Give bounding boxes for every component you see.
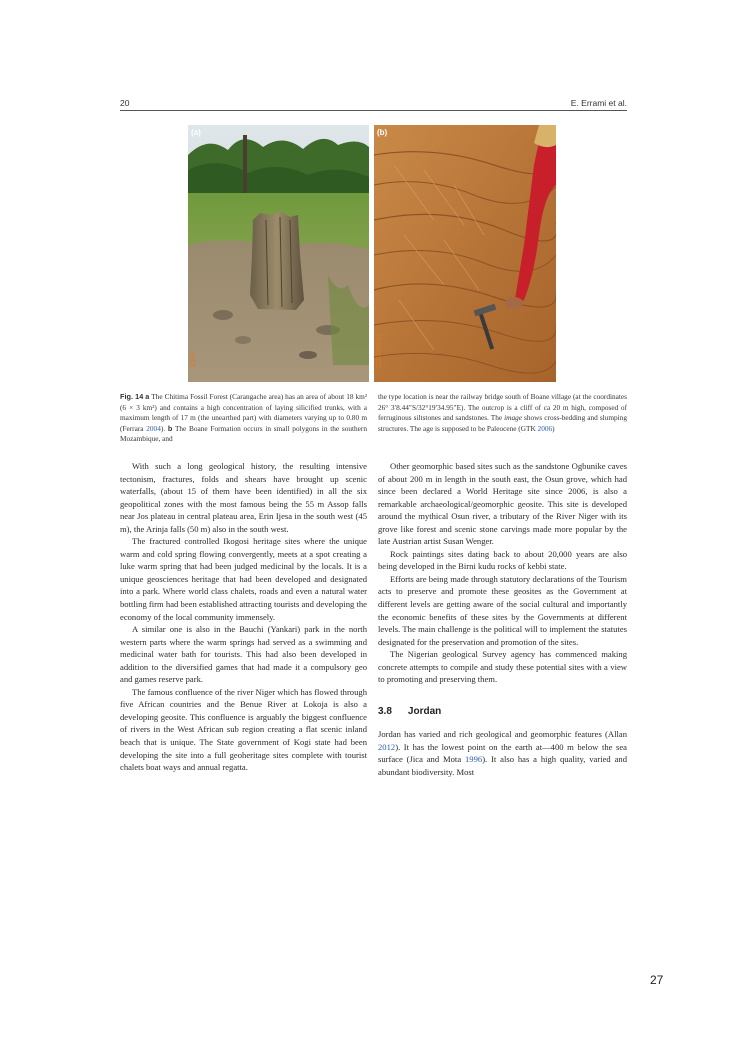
figure-14b-photo [374, 125, 556, 382]
body-column-left [120, 460, 367, 774]
caption-text-a: The Chitima Fossil Forest (Carangache area) has an area of about 18 km² (6 × 3 km²) and contains a high concentration of laying silicified trunks, with a maximum length of 17 m (the unearthed part) with diameters varying up to 0.80 m (Ferrara [120, 392, 368, 433]
paragraph-text: ). It has the lowest point on the earth at—400 m below the sea surface (Jica and Mota [378, 741, 627, 765]
caption-citation-ferrara[interactable]: 2004 [146, 423, 161, 433]
paragraph: With such a long geological history, the resulting intensive tectonism, fractures, folds and shears have brought up scenic waterfalls, (about 15 of them have been identified) in all the six geopolitical zones with the most famous being the 55 m Assop falls near Jos plateau in central plateau area, Erin Ijesa in the south west (45 m), the Arinja falls (50 m) also in the south west. [120, 461, 367, 534]
paragraph [378, 728, 627, 778]
caption-marker-b: b [167, 423, 173, 433]
caption-text-b: The Boane Formation occurs in small polygons in the southern Mozambique, and [120, 423, 367, 444]
running-header-page-number: 20 [120, 98, 130, 108]
panel-b-label: (b) [377, 128, 388, 137]
citation-allan[interactable]: 2012 [378, 741, 396, 752]
section-title: Jordan [407, 705, 442, 717]
caption-text-b-cont2: shows cross-bedding and slumping structures. The age is supposed to be Paleocene (GTK [378, 413, 627, 433]
caption-citation-gtk[interactable]: 2006 [537, 423, 553, 433]
section-number: 3.8 [378, 705, 392, 717]
figure-caption-right [378, 392, 627, 434]
paragraph: A similar one is also in the Bauchi (Yankari) park in the north western parts where the warm springs had served as a swimming and medicinal water bath for tourists. This had also been developed in addition to the diversified games that had made it a compulsory geo and games reserve park. [120, 624, 367, 685]
panel-a-date-stamp: 2008 [190, 352, 197, 368]
caption-italic-image: image [504, 413, 522, 423]
paragraph: The Nigerian geological Survey agency has commenced making concrete attempts to compile and study these potential sites with a view to promoting and preserving them. [378, 649, 627, 685]
boane-outcrop-image [374, 125, 556, 382]
citation-jica-mota[interactable]: 1996 [465, 754, 483, 765]
caption-marker-a: a [145, 392, 150, 401]
panel-a-label: (a) [191, 128, 201, 137]
panel-b-date-stamp: 2003/06/07 [376, 332, 383, 368]
running-header-authors: E. Errami et al. [570, 98, 627, 108]
paragraph-text: Jordan has varied and rich geological and geomorphic features (Allan [378, 729, 627, 740]
body-column-right [378, 460, 627, 779]
paragraph: Efforts are being made through statutory declarations of the Tourism acts to preserve and promote these geosites as the Government at different levels are getting aware of the social cultural and importantly the economic benefits of these sites by the Governments at different levels. The main challenge is the political will to implement the statutes designated for the preservation and promotion of the sites. [378, 573, 627, 647]
header-rule [120, 110, 627, 111]
paragraph: Other geomorphic based sites such as the sandstone Ogbunike caves of about 200 m in length in the south east, the Osun grove, which had since been declared a World Heritage site since 2006, is also a remarkable archaeological/geomorphic geosite. This site is developed around the mythical Osun river, a tributary of the River Niger with its grove like forest and scenic stone carvings made more popular by the late Austrian artist Susan Wenger. [378, 461, 627, 547]
paragraph: Rock paintings sites dating back to about 20,000 years are also being developed in the Birni kudu rocks of kebbi state. [378, 548, 627, 572]
section-heading-jordan [378, 706, 627, 719]
caption-text-b-end: ) [552, 423, 555, 433]
figure-14a-photo [188, 125, 369, 382]
paragraph: The famous confluence of the river Niger which has flowed through five African countries and the Benue River at Lokoja is also a developing geosite. This confluence is arguably the biggest confluence of rivers in the West African sub region creating a flat scenic inland beach that is unique. The State government of Kogi state had been developing the site into a full geoheritage sites complete with tourist chalets boat ways and annual regatta. [120, 686, 367, 773]
caption-text-a-end: ). [160, 423, 166, 433]
figure-caption-left [120, 392, 367, 445]
figure-label: Fig. 14 [120, 392, 144, 401]
paragraph-text: ). It also has a high quality, varied and abundant biodiversity. Most [378, 754, 627, 778]
caption-text-b-cont: the type location is near the railway bridge south of Boane village (at the coordinates 26° 3′8.44″S/32°19′34.95″E). The outcrop is a cliff of ca 20 m high, composed of ferruginous siltstones and sandstones. The [378, 392, 627, 423]
pdf-page-number: 27 [650, 973, 664, 987]
fossil-forest-image [188, 125, 369, 382]
paragraph: The fractured controlled Ikogosi heritage sites where the unique warm and cold spring flowing convergently, meets at a spot creating a luke warm spring that had been judged medicinal by the locals. It is a unique geosciences heritage that had been developed and designated into a park. Where world class chalets, roads and even a natural water bottling firm had been established attracting tourists and developing the economy of the local community immensely. [120, 536, 367, 622]
